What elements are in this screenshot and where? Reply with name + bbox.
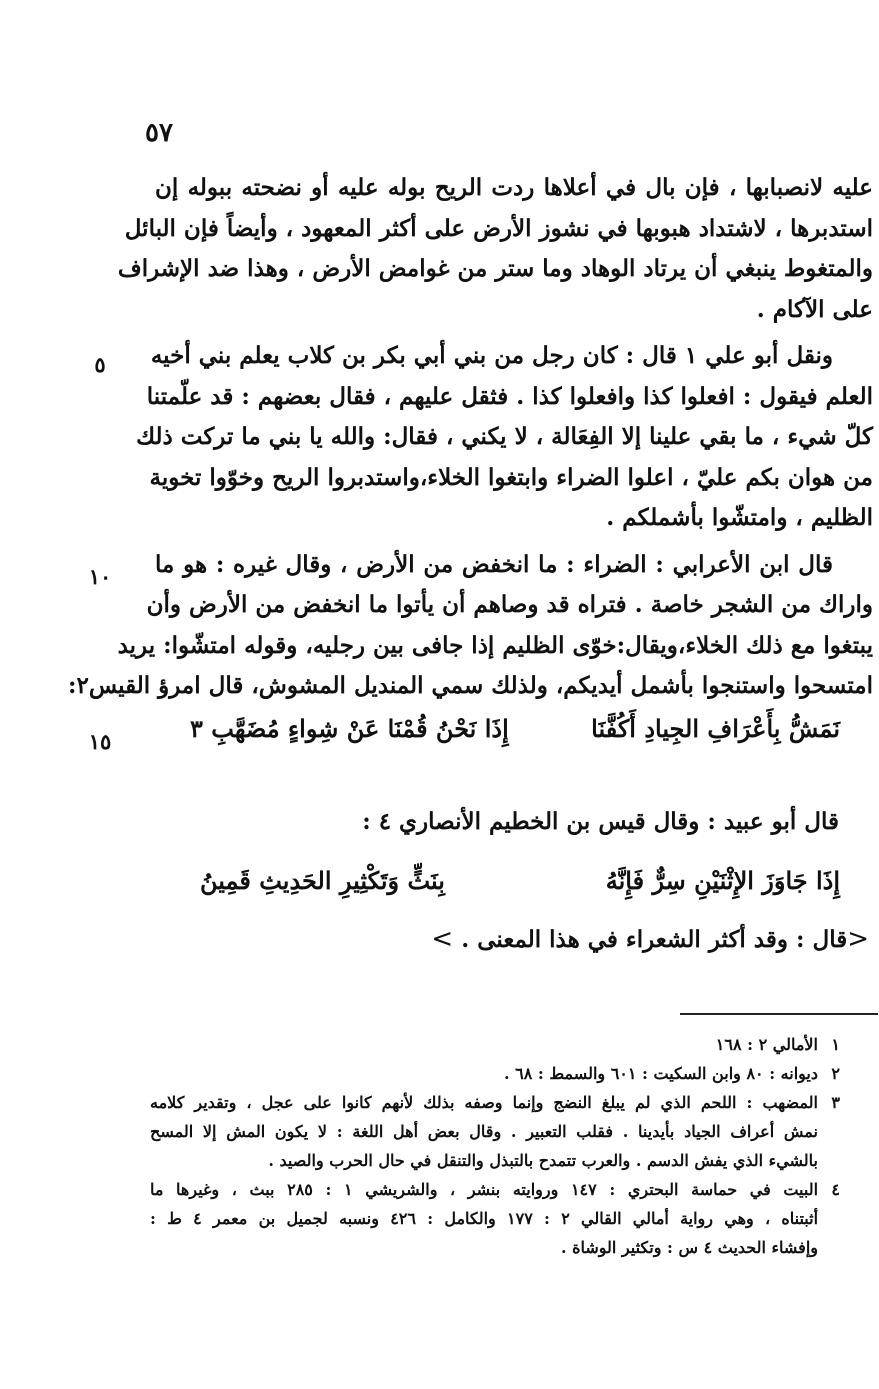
text-line: العلم فيقول : افعلوا كذا وافعلوا كذا . فثقل عليهم ، فقال بعضهم : قد علّمتنا bbox=[146, 382, 873, 410]
text-line: والمتغوط ينبغي أن يرتاد الوهاد وما ستر من غوامض الأرض ، وهذا ضد الإشراف bbox=[117, 255, 873, 282]
margin-line-number-15: ١٥ bbox=[88, 729, 112, 754]
close-bracket: > bbox=[431, 924, 454, 954]
footnote-text: الأمالي ٢ : ١٦٨ bbox=[715, 1035, 818, 1054]
footnote-text: المضهب : اللحم الذي لم يبلغ النضج وإنما وصفه بذلك لأنهم كانوا على عجل ، وتقدير كلامه bbox=[150, 1093, 818, 1112]
attribution-line: قال أبو عبيد : وقال قيس بن الخطيم الأنصاري ٤ : bbox=[362, 808, 839, 835]
text-line: يبتغوا مع ذلك الخلاء،ويقال:خوّى الظليم إذا جافى بين رجليه، وقوله امتشّوا: يريد bbox=[117, 631, 873, 659]
verse-first-hemistich: إِذَا جَاوَزَ الإِثْنَيْنِ سِرٌّ فَإِنَّهُ bbox=[605, 866, 840, 895]
footnote-3 bbox=[150, 1088, 840, 1117]
footnote-3-continued: نمش أعراف الجياد بأيدينا . فقلب التعبير . وقال بعض أهل اللغة : لا يكون المش إلا المسح bbox=[150, 1122, 818, 1141]
verse-second-hemistich: إِذَا نَحْنُ قُمْنَا عَنْ شِواءٍ مُضَهَّبِ ٣ bbox=[190, 714, 509, 743]
footnote-divider bbox=[680, 1013, 878, 1015]
closing-remark bbox=[431, 924, 869, 954]
margin-line-number-5: ٥ bbox=[94, 352, 106, 377]
closing-remark-text: قال : وقد أكثر الشعراء في هذا المعنى . bbox=[461, 926, 848, 953]
text-line: واراك من الشجر خاصة . فتراه قد وصاهم أن يأتوا ما انخفض من الأرض وأن bbox=[146, 591, 873, 618]
margin-line-number-10: ١٠ bbox=[88, 564, 112, 589]
verse-imru-al-qays bbox=[190, 714, 840, 758]
footnote-4-continued: أثبتناه ، وهي رواية أمالي القالي ٢ : ١٧٧ والكامل : ٤٢٦ ونسبه لجميل بن معمر ٤ ط : bbox=[150, 1209, 819, 1228]
footnote-2 bbox=[150, 1059, 840, 1088]
verse-qays-ibn-al-khatim bbox=[200, 866, 840, 910]
footnote-text: البيت في حماسة البحتري : ١٤٧ وروايته بنشر ، والشريشي ١ : ٢٨٥ ببث ، وغيرها ما bbox=[150, 1180, 819, 1199]
text-line: عليه لانصبابها ، فإن بال في أعلاها ردت الريح بوله عليه أو نضحته ببوله إن bbox=[155, 174, 873, 201]
text-line: من هوان بكم عليّ ، اعلوا الضراء وابتغوا الخلاء،واستدبروا الريح وخوّوا تخوية bbox=[149, 463, 873, 491]
footnotes bbox=[150, 1030, 840, 1262]
page-number: ٥٧ bbox=[145, 118, 173, 148]
text-line: امتسحوا واستنجوا بأشمل أيديكم، ولذلك سمي المنديل المشوش، قال امرؤ القيس٢: bbox=[67, 672, 873, 699]
open-bracket: < bbox=[847, 924, 869, 954]
text-line: كلّ شيء ، ما بقي علينا إلا الفِعَالة ، لا يكني ، فقال: والله يا بني ما تركت ذلك bbox=[136, 423, 873, 450]
footnote-3-continued: بالشيء الذي يفش الدسم . والعرب تتمدح بالتبذل والتنقل في حال الحرب والصيد . bbox=[268, 1151, 818, 1170]
paragraph-1 bbox=[117, 168, 873, 330]
footnote-4 bbox=[150, 1175, 840, 1204]
text-line: على الآكام . bbox=[756, 295, 873, 323]
footnote-text: ديوانه : ٨٠ وابن السكيت : ٦٠١ والسمط : ٦٨ . bbox=[503, 1064, 818, 1083]
text-line: قال ابن الأعرابي : الضراء : ما انخفض من الأرض ، وقال غيره : هو ما bbox=[155, 550, 833, 578]
footnote-number: ٤ bbox=[831, 1180, 841, 1199]
footnote-number: ١ bbox=[831, 1035, 840, 1054]
text-line: الظليم ، وامتشّوا بأشملكم . bbox=[606, 504, 873, 531]
footnote-number: ٢ bbox=[831, 1064, 840, 1083]
verse-second-hemistich: بِنَثٍّ وَتَكْثِيرِ الحَدِيثِ قَمِينُ bbox=[200, 866, 445, 895]
text-line: استدبرها ، لاشتداد هبوبها في نشوز الأرض على أكثر المعهود ، وأيضاً فإن البائل bbox=[124, 214, 873, 242]
paragraph-2 bbox=[136, 336, 873, 539]
verse-first-hemistich: نَمَشُّ بِأَعْرَافِ الجِيادِ أَكُفَّنَا bbox=[591, 714, 840, 743]
footnote-number: ٣ bbox=[831, 1093, 840, 1112]
footnote-1 bbox=[150, 1030, 840, 1059]
footnote-4-continued: وإفشاء الحديث ٤ س : وتكثير الوشاة . bbox=[560, 1238, 818, 1257]
text-line: ونقل أبو علي ١ قال : كان رجل من بني أبي بكر بن كلاب يعلم بني أخيه bbox=[150, 342, 833, 369]
